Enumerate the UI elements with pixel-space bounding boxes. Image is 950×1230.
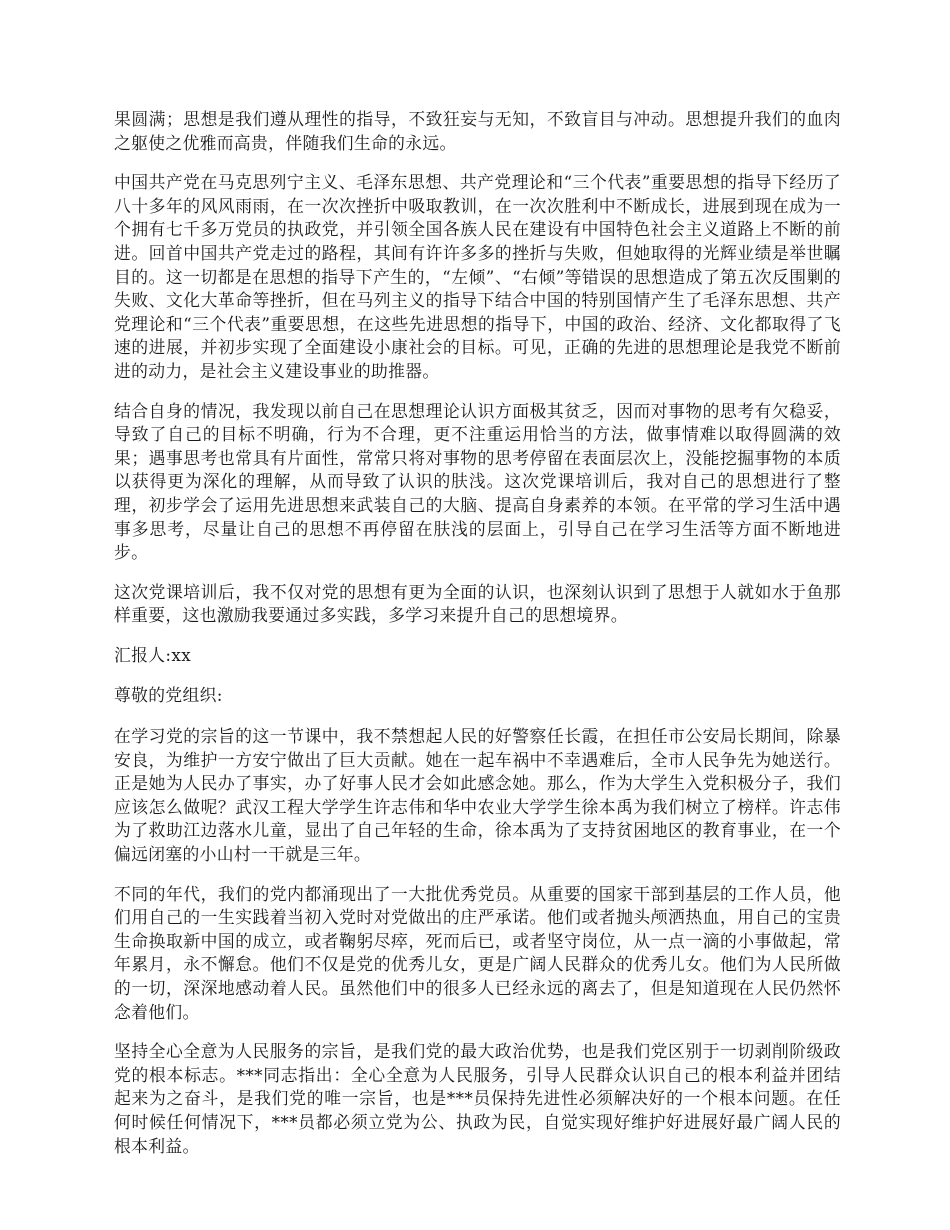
paragraph-3: 结合自身的情况，我发现以前自己在思想理论认识方面极其贫乏，因而对事物的思考有欠稳妥，导致了自己的目标不明确，行为不合理，更不注重运用恰当的方法，做事情难以取得圆满的效果；遇事思考也常具有片面性，常常只将对事物的思考停留在表面层次上，没能挖掘事物的本质以获得更为深化的理解，从而导致了认识的肤浅。这次党课培训后，我对自己的思想进行了整理，初步学会了运用先进思想来武装自己的大脑、提高自身素养的本领。在平常的学习生活中遇事多思考，尽量让自己的思想不再停留在肤浅的层面上，引导自己在学习生活等方面不断地进步。 [114, 400, 841, 563]
paragraph-6: 不同的年代，我们的党内都涌现出了一大批优秀党员。从重要的国家干部到基层的工作人员，他们用自己的一生实践着当初入党时对党做出的庄严承诺。他们或者抛头颅洒热血，用自己的宝贵生命换取新中国的成立，或者鞠躬尽瘁，死而后已，或者坚守岗位，从一点一滴的小事做起，常年累月，永不懈怠。他们不仅是党的优秀儿女，更是广阔人民群众的优秀儿女。他们为人民所做的一切，深深地感动着人民。虽然他们中的很多人已经永远的离去了，但是知道现在人民仍然怀念着他们。 [114, 883, 841, 1022]
paragraph-1: 果圆满；思想是我们遵从理性的指导，不致狂妄与无知，不致盲目与冲动。思想提升我们的血肉之躯使之优雅而高贵，伴随我们生命的永远。 [114, 109, 841, 153]
paragraph-5: 在学习党的宗旨的这一节课中，我不禁想起人民的好警察任长霞，在担任市公安局长期间，除暴安良，为维护一方安宁做出了巨大贡献。她在一起车祸中不幸遇难后，全市人民争先为她送行。正是她为人民办了事实，办了好事人民才会如此感念她。那么，作为大学生入党积极分子，我们应该怎么做呢？武汉工程大学学生许志伟和华中农业大学学生徐本禹为我们树立了榜样。许志伟为了救助江边落水儿童，显出了自己年轻的生命，徐本禹为了支持贫困地区的教育事业，在一个偏远闭塞的小山村一干就是三年。 [114, 726, 841, 865]
reporter-line: 汇报人:xx [114, 644, 192, 665]
document-body [114, 108, 841, 1174]
paragraph-7: 坚持全心全意为人民服务的宗旨，是我们党的最大政治优势，也是我们党区别于一切剥削阶级政党的根本标志。***同志指出：全心全意为人民服务，引导人民群众认识自己的根本利益并团结起来为之奋斗，是我们党的唯一宗旨，也是***员保持先进性必须解决好的一个根本问题。在任何时候任何情况下，***员都必须立党为公、执政为民，自觉实现好维护好进展好最广阔人民的根本利益。 [114, 1041, 841, 1156]
paragraph-4: 这次党课培训后，我不仅对党的思想有更为全面的认识，也深刻认识到了思想于人就如水于鱼那样重要，这也激励我要通过多实践，多学习来提升自己的思想境界。 [114, 581, 841, 626]
salutation: 尊敬的党组织: [114, 685, 223, 706]
paragraph-2: 中国共产党在马克思列宁主义、毛泽东思想、共产党理论和“三个代表”重要思想的指导下经历了八十多年的风风雨雨，在一次次挫折中吸取教训，在一次次胜利中不断成长，进展到现在成为一个拥有七千多万党员的执政党，并引领全国各族人民在建设有中国特色社会主义道路上不断的前进。回首中国共产党走过的路程，其间有许许多多的挫折与失败，但她取得的光辉业绩是举世瞩目的。这一切都是在思想的指导下产生的，“左倾”、“右倾”等错误的思想造成了第五次反围剿的失败、文化大革命等挫折，但在马列主义的指导下结合中国的特别国情产生了毛泽东思想、共产党理论和“三个代表”重要思想，在这些先进思想的指导下，中国的政治、经济、文化都取得了飞速的进展，并初步实现了全面建设小康社会的目标。可见，正确的先进的思想理论是我党不断前进的动力，是社会主义建设事业的助推器。 [114, 172, 841, 381]
